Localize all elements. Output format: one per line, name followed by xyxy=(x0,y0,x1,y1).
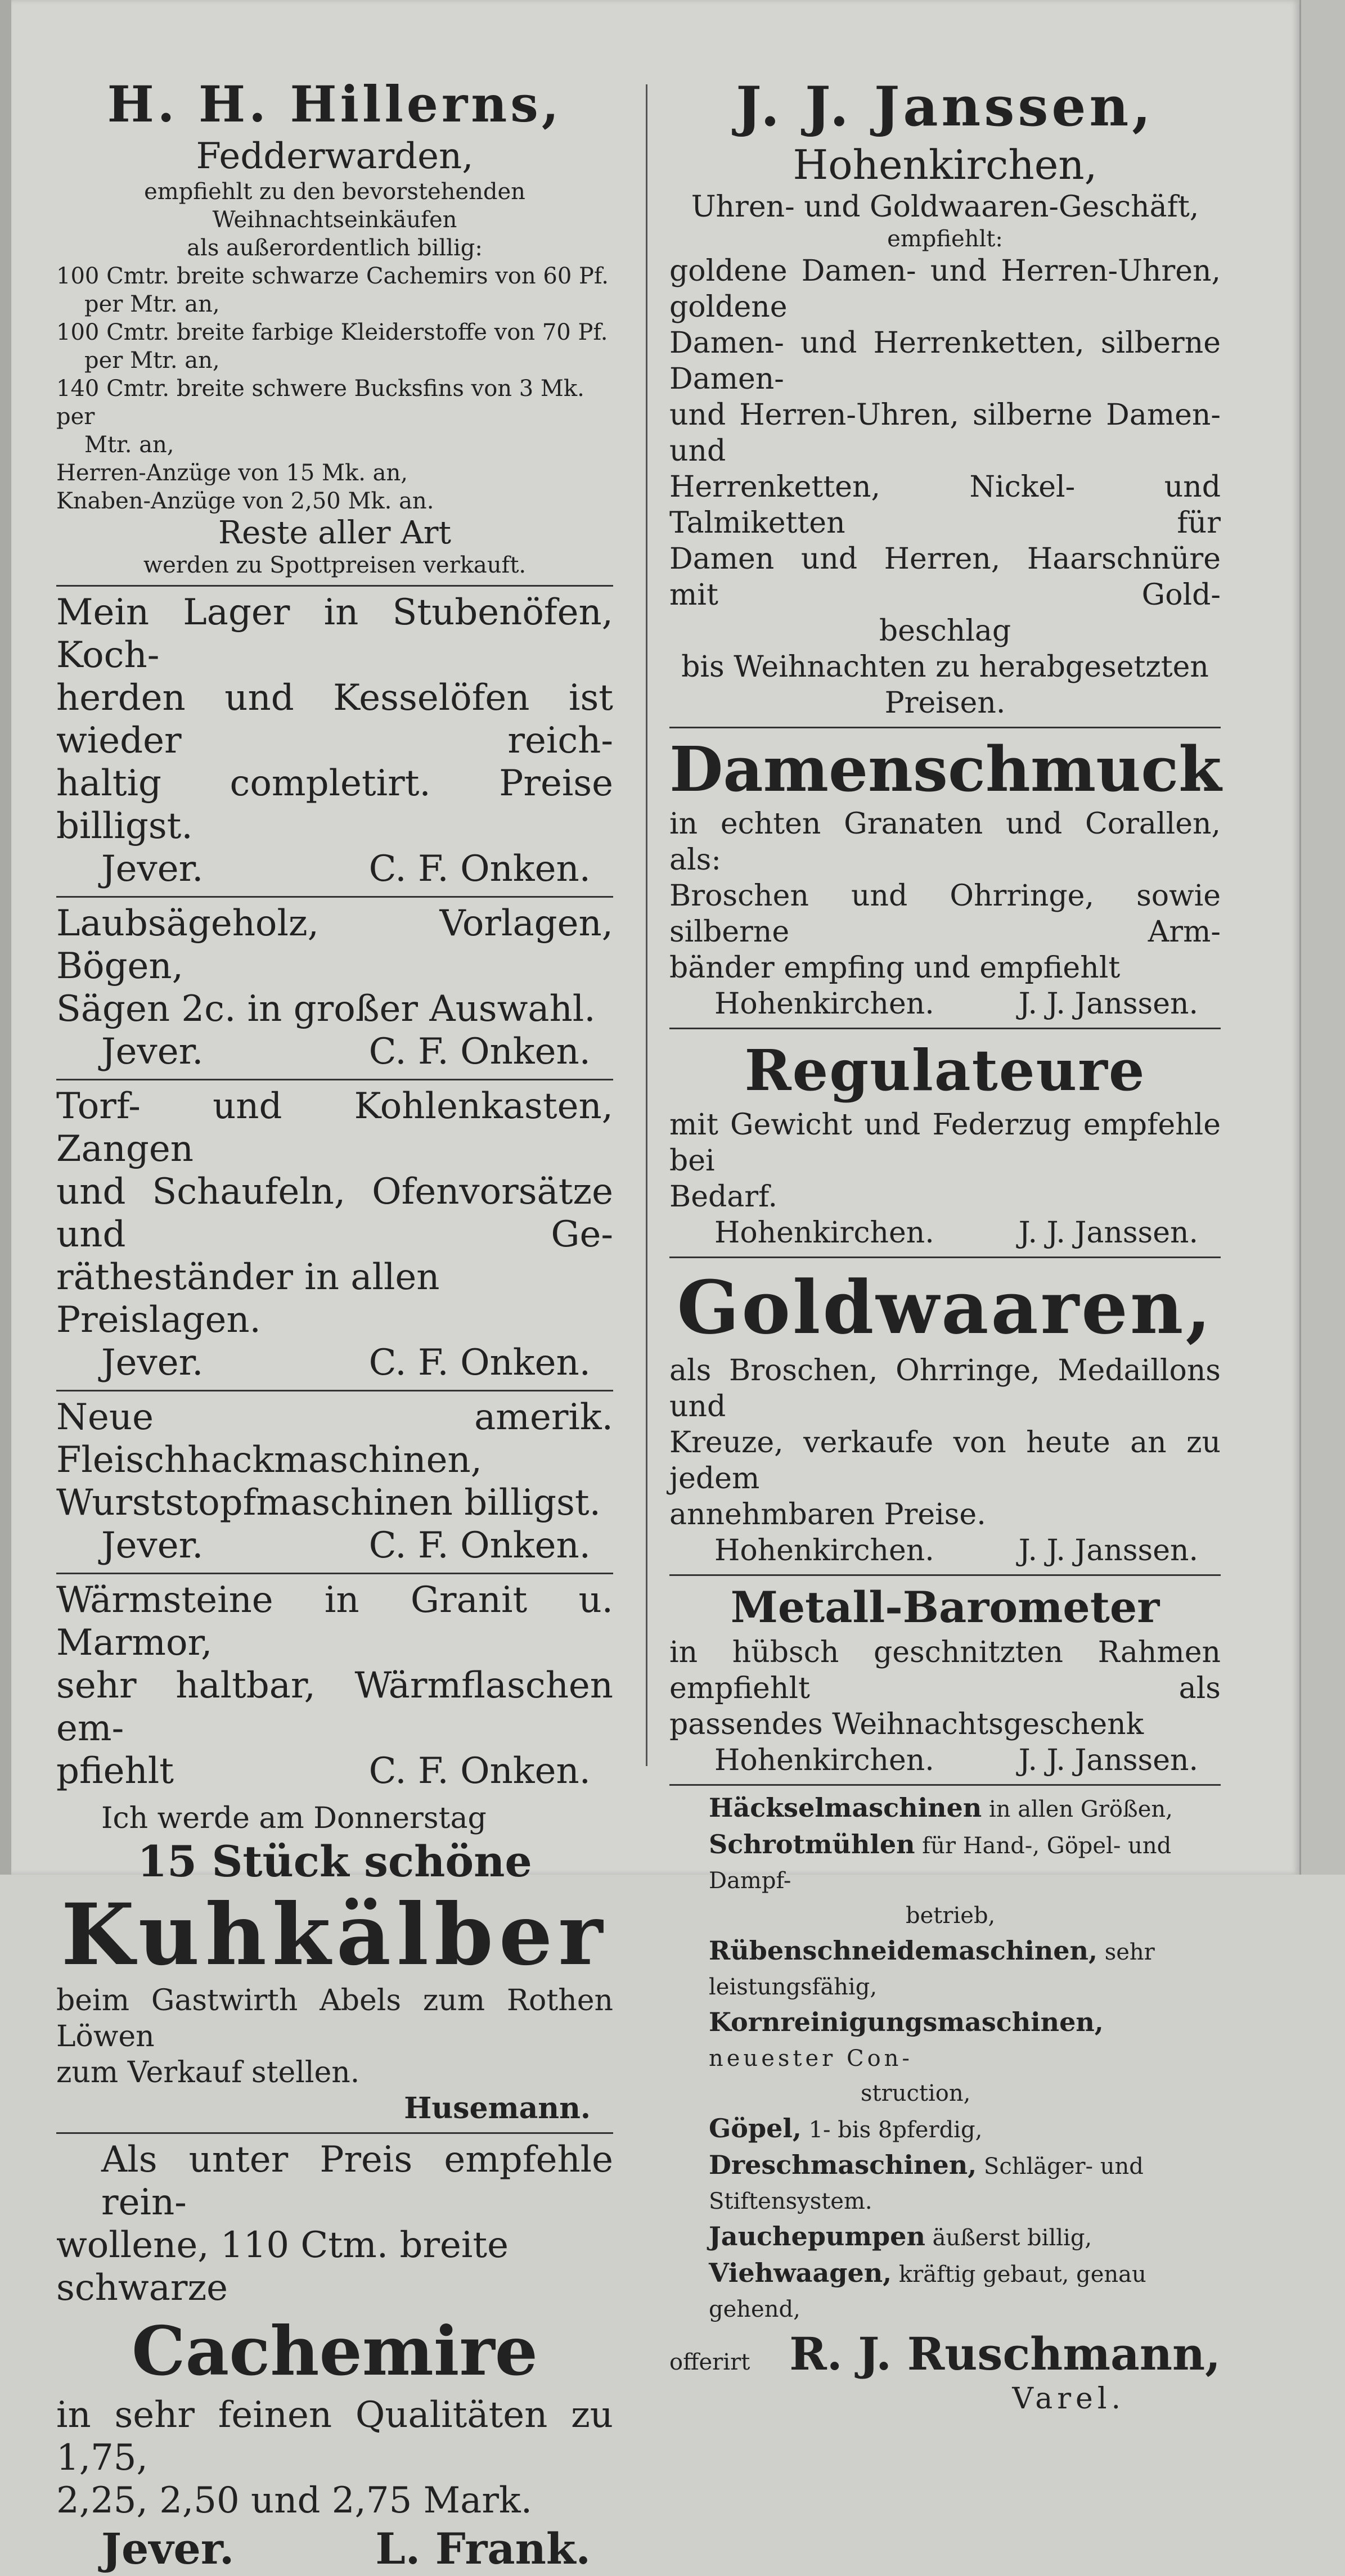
ad-text-line: mit Gewicht und Federzug empfehle bei xyxy=(669,1108,1221,1178)
offer-line: per Mtr. an, xyxy=(84,291,220,317)
signature-line xyxy=(669,986,1221,1022)
list-item xyxy=(669,2111,1221,2147)
advertiser-place: Fedderwarden, xyxy=(196,136,474,177)
ad-text-line: Als unter Preis empfehle rein- xyxy=(101,2139,613,2223)
ad-text-line: bänder empfing und empfiehlt xyxy=(669,951,1121,985)
ad-ruschmann xyxy=(669,1790,1221,2417)
signature-line xyxy=(669,2327,1221,2381)
item-name: Dreschmaschinen, xyxy=(709,2150,977,2180)
item-detail: kräftig gebaut, genau gehend, xyxy=(709,2262,1146,2322)
signature-name: C. F. Onken. xyxy=(368,1342,591,1384)
advertiser-name: J. J. Janssen, xyxy=(736,75,1154,138)
ad-text-line: Kreuze, verkaufe von heute an zu jedem xyxy=(669,1426,1221,1496)
item-detail: äußerst billig, xyxy=(925,2225,1092,2251)
offer-line: 100 Cmtr. breite farbige Kleiderstoffe von 70 Pf. xyxy=(56,319,608,345)
ad-text-line: Broschen und Ohrringe, sowie silberne Arm- xyxy=(669,879,1221,949)
signature-line xyxy=(56,1030,613,1073)
ad-text-line: haltig completirt. Preise billigst. xyxy=(56,763,613,847)
list-item xyxy=(669,1827,1221,1898)
signature-name: L. Frank. xyxy=(375,2524,591,2574)
column-divider xyxy=(646,84,647,1766)
ad-onken-stoves xyxy=(56,591,613,890)
ad-text-line: Bedarf. xyxy=(669,1180,778,1214)
ad-text-line: pfiehlt xyxy=(56,1750,174,1792)
ad-text-line: Ich werde am Donnerstag xyxy=(101,1802,487,1835)
ad-separator xyxy=(56,1390,613,1391)
signature-line xyxy=(669,1215,1221,1251)
list-item xyxy=(669,1790,1221,1827)
signature-name: Husemann. xyxy=(404,2091,591,2125)
ad-text-line: goldene Damen- und Herren-Uhren, goldene xyxy=(669,254,1221,324)
ad-text-line: Laubsägeholz, Vorlagen, Bögen, xyxy=(56,903,613,987)
ad-text-line: zum Verkauf stellen. xyxy=(56,2056,360,2089)
signature-name: R. J. Ruschmann, xyxy=(789,2327,1221,2380)
offer-line: Reste aller Art xyxy=(218,515,452,551)
signature-name: J. J. Janssen. xyxy=(1018,987,1198,1021)
ad-text-line: sehr haltbar, Wärmflaschen em- xyxy=(56,1665,613,1749)
offer-line: Knaben-Anzüge von 2,50 Mk. an. xyxy=(56,488,434,514)
signature-place: Varel. xyxy=(1012,2382,1125,2416)
offer-line: Herren-Anzüge von 15 Mk. an, xyxy=(56,460,408,486)
ad-text-line: in sehr feinen Qualitäten zu 1,75, xyxy=(56,2394,613,2479)
ad-text-line: rätheständer in allen Preislagen. xyxy=(56,1257,440,1341)
signature-place: Hohenkirchen. xyxy=(714,1216,934,1250)
offer-line: per Mtr. an, xyxy=(84,348,220,373)
ad-text-line: Wurststopfmaschinen billigst. xyxy=(56,1482,601,1524)
ad-separator xyxy=(56,896,613,898)
list-item-continuation: betrieb, xyxy=(906,1903,996,1929)
ad-separator xyxy=(669,1257,1221,1258)
item-detail: 1- bis 8pferdig, xyxy=(801,2117,983,2143)
ad-janssen-watches xyxy=(669,73,1221,721)
item-detail: sehr leistungsfähig, xyxy=(709,1939,1155,2000)
ad-text-line: Mein Lager in Stubenöfen, Koch- xyxy=(56,592,613,676)
ad-text-line: Sägen 2c. in großer Auswahl. xyxy=(56,988,596,1030)
item-name: Rübenschneidemaschinen, xyxy=(709,1935,1097,1966)
ad-separator xyxy=(56,1079,613,1080)
ad-text-line: Herrenketten, Nickel- und Talmiketten für xyxy=(669,470,1221,540)
left-column xyxy=(56,73,613,2576)
item-name: Schrotmühlen xyxy=(709,1829,915,1859)
ad-separator xyxy=(669,1784,1221,1786)
list-item xyxy=(669,2255,1221,2327)
signature-place: Jever. xyxy=(101,2524,235,2574)
ad-text-line: in echten Granaten und Corallen, als: xyxy=(669,807,1221,877)
list-item xyxy=(669,2219,1221,2255)
item-detail: neuester Con- xyxy=(709,2046,913,2071)
ad-janssen-jewellery xyxy=(669,733,1221,1022)
ad-hillerns xyxy=(56,73,613,579)
offer-line: werden zu Spottpreisen verkauft. xyxy=(143,552,527,578)
ad-husemann xyxy=(56,1800,613,2127)
list-item xyxy=(669,1933,1221,2005)
ad-separator xyxy=(56,1573,613,1574)
ad-text-line: bis Weihnachten zu herabgesetzten Preisen. xyxy=(681,650,1209,720)
ad-janssen-barometer xyxy=(669,1580,1221,1778)
list-item-continuation: struction, xyxy=(861,2080,971,2106)
signature-name: C. F. Onken. xyxy=(368,1031,591,1073)
right-column xyxy=(669,73,1221,2417)
ad-text-line: und Schaufeln, Ofenvorsätze und Ge- xyxy=(56,1171,613,1255)
signature-name: J. J. Janssen. xyxy=(1018,1534,1198,1568)
item-name: Häckselmaschinen xyxy=(709,1793,982,1823)
ad-onken-warmers xyxy=(56,1579,613,1793)
advertiser-name: H. H. Hillerns, xyxy=(107,75,563,133)
advertiser-place: Hohenkirchen, xyxy=(793,141,1097,188)
signature-line xyxy=(56,1524,613,1567)
ad-onken-mincers xyxy=(56,1396,613,1567)
signature-name: J. J. Janssen. xyxy=(1018,1216,1198,1250)
signature-line xyxy=(669,1742,1221,1778)
ad-display-title: Damenschmuck xyxy=(669,733,1222,805)
ad-text-line: 2,25, 2,50 und 2,75 Mark. xyxy=(56,2480,533,2521)
advertiser-business: Uhren- und Goldwaaren-Geschäft, xyxy=(691,190,1199,224)
signature-name: C. F. Onken. xyxy=(368,1750,591,1792)
ad-separator xyxy=(669,1574,1221,1576)
signature-line xyxy=(669,1533,1221,1569)
item-detail: Schläger- und Stiftensystem. xyxy=(709,2154,1144,2214)
signature-place: Hohenkirchen. xyxy=(714,1744,934,1777)
ad-display-title: Cachemire xyxy=(131,2312,538,2391)
ad-display-title: Goldwaaren, xyxy=(677,1264,1213,1350)
signature-line xyxy=(56,2522,613,2576)
ad-separator xyxy=(56,585,613,587)
signature-place: Jever. xyxy=(101,1342,204,1384)
item-detail: in allen Größen, xyxy=(982,1796,1173,1822)
ad-text-line: herden und Kesselöfen ist wieder reich- xyxy=(56,677,613,762)
ad-headline: 15 Stück schöne xyxy=(137,1836,532,1886)
ad-text-line: Damen und Herren, Haarschnüre mit Gold- xyxy=(669,542,1221,612)
ad-display-title: Metall-Barometer xyxy=(730,1582,1160,1632)
intro-line: als außerordentlich billig: xyxy=(187,235,483,261)
ad-text-line: Wärmsteine in Granit u. Marmor, xyxy=(56,1579,613,1664)
ad-text-line: annehmbaren Preise. xyxy=(669,1498,986,1532)
ad-text-line: Torf- und Kohlenkasten, Zangen xyxy=(56,1086,613,1170)
ad-onken-coal xyxy=(56,1085,613,1384)
signature-name: J. J. Janssen. xyxy=(1018,1744,1198,1777)
offer-line: 100 Cmtr. breite schwarze Cachemirs von 60 Pf. xyxy=(56,263,609,289)
list-item xyxy=(669,2147,1221,2219)
ad-text-line: Damen- und Herrenketten, silberne Damen- xyxy=(669,326,1221,396)
item-name: Kornreinigungsmaschinen, xyxy=(709,2007,1104,2037)
signature-place: Jever. xyxy=(101,1031,204,1073)
ad-text-line: als Broschen, Ohrringe, Medaillons und xyxy=(669,1354,1221,1424)
ad-text-line: wollene, 110 Ctm. breite schwarze xyxy=(56,2224,509,2309)
signature-place: Hohenkirchen. xyxy=(714,987,934,1021)
offer-line: 140 Cmtr. breite schwere Bucksfins von 3 Mk. per xyxy=(56,376,584,430)
signature-place: Hohenkirchen. xyxy=(714,1534,934,1568)
offer-word: offerirt xyxy=(669,2349,750,2375)
ad-text-line: beim Gastwirth Abels zum Rothen Löwen xyxy=(56,1984,613,2053)
offer-line: Mtr. an, xyxy=(84,432,174,458)
intro-line: empfiehlt zu den bevorstehenden Weihnachtseinkäufen xyxy=(144,179,525,233)
signature-place: Jever. xyxy=(101,1525,204,1566)
item-name: Viehwaagen, xyxy=(709,2258,892,2288)
ad-display-title: Regulateure xyxy=(744,1037,1146,1104)
ad-janssen-clocks xyxy=(669,1034,1221,1251)
ad-separator xyxy=(669,1028,1221,1029)
ad-text-line: beschlag xyxy=(879,614,1011,648)
ad-text-line: und Herren-Uhren, silberne Damen- und xyxy=(669,398,1221,468)
signature-line xyxy=(56,1341,613,1384)
list-item xyxy=(669,2005,1221,2076)
item-detail: für Hand-, Göpel- und Dampf- xyxy=(709,1833,1172,1894)
item-name: Göpel, xyxy=(709,2113,802,2143)
ad-text-line: passendes Weihnachtsgeschenk xyxy=(669,1708,1144,1741)
ad-text-line: in hübsch geschnitzten Rahmen empfiehlt als xyxy=(669,1636,1221,1705)
ad-display-title: Kuhkälber xyxy=(61,1885,609,1984)
ad-janssen-goldware xyxy=(669,1263,1221,1569)
item-name: Jauchepumpen xyxy=(709,2221,925,2251)
page-edge-right xyxy=(1299,0,1345,1875)
intro-line: empfiehlt: xyxy=(887,226,1003,252)
ad-separator xyxy=(669,727,1221,728)
signature-name: C. F. Onken. xyxy=(368,848,591,890)
signature-line xyxy=(56,848,613,890)
page-edge-left xyxy=(0,0,11,1875)
signature-place: Jever. xyxy=(101,848,204,890)
signature-name: C. F. Onken. xyxy=(368,1525,591,1566)
ad-frank xyxy=(56,2138,613,2576)
ad-text-line: Neue amerik. Fleischhackmaschinen, xyxy=(56,1397,613,1481)
ad-separator xyxy=(56,2132,613,2134)
signature-line xyxy=(56,1750,613,1793)
ad-onken-fretwork xyxy=(56,902,613,1073)
